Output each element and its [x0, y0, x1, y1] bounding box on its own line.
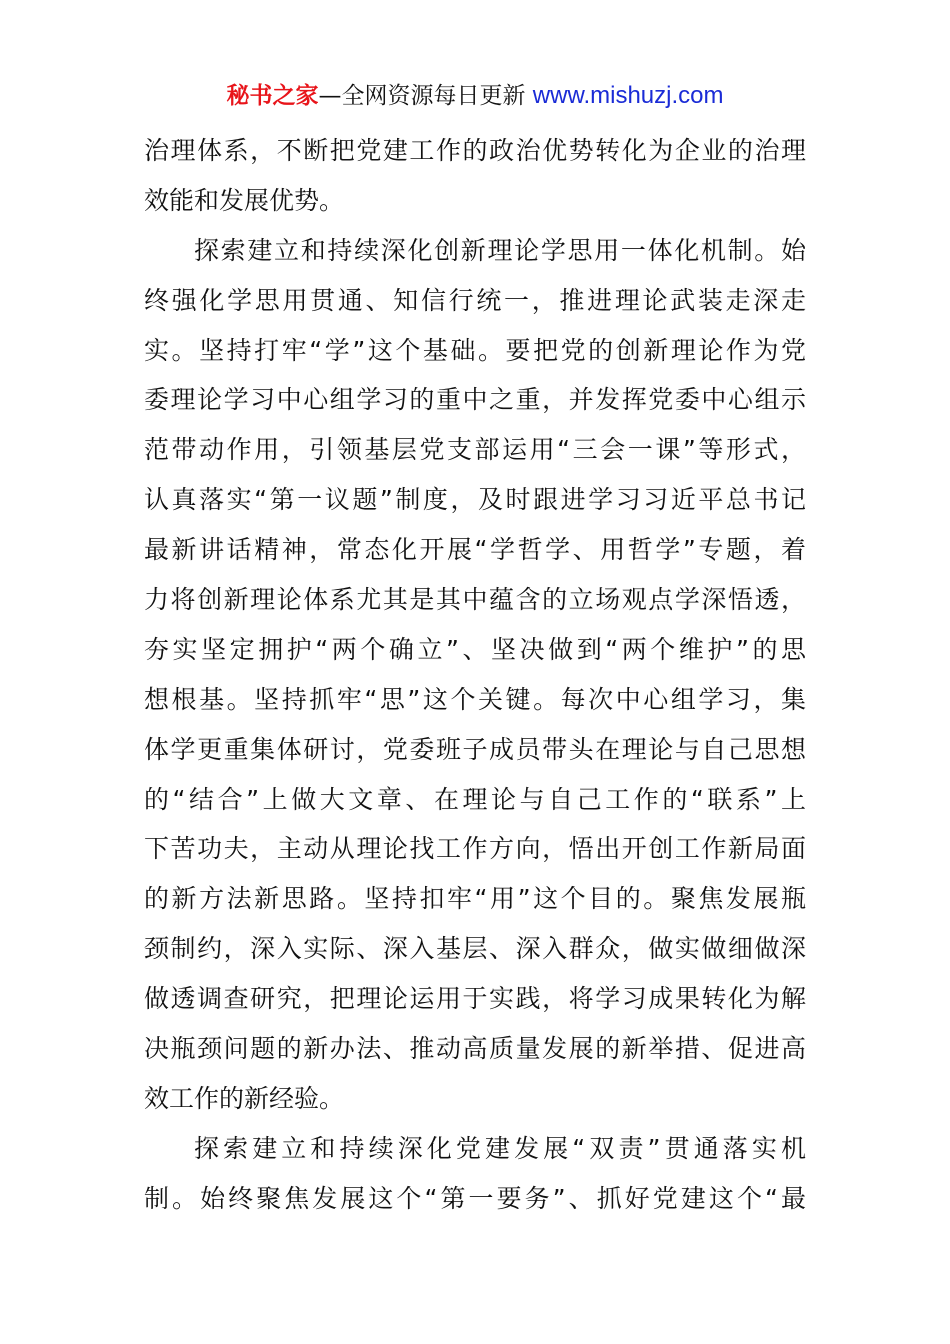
text-line: 探索建立和持续深化创新理论学思用一体化机制。始	[194, 235, 806, 265]
text-line: 范带动作用，引领基层党支部运用“三会一课”等形式，	[144, 435, 806, 465]
text-line: 效工作的新经验。	[144, 1083, 345, 1113]
text-line: 委理论学习中心组学习的重中之重，并发挥党委中心组示	[144, 385, 806, 415]
text-line: 力将创新理论体系尤其是其中蕴含的立场观点学深悟透，	[144, 585, 806, 615]
site-header	[0, 80, 950, 112]
text-line: 治理体系，不断把党建工作的政治优势转化为企业的治理	[144, 136, 806, 165]
site-brand: 秘书之家	[226, 83, 319, 109]
text-line: 实。坚持打牢“学”这个基础。要把党的创新理论作为党	[144, 335, 806, 365]
text-line: 探索建立和持续深化党建发展“双责”贯通落实机	[194, 1133, 806, 1163]
text-line: 制。始终聚焦发展这个“第一要务”、抓好党建这个“最	[144, 1183, 806, 1213]
text-line: 最新讲话精神，常态化开展“学哲学、用哲学”专题，着	[144, 535, 806, 565]
text-line: 想根基。坚持抓牢“思”这个关键。每次中心组学习，集	[144, 684, 806, 714]
site-url[interactable]: www.mishuzj.com	[532, 82, 724, 109]
text-line: 下苦功夫，主动从理论找工作方向，悟出开创工作新局面	[144, 834, 806, 864]
text-line: 的新方法新思路。坚持扣牢“用”这个目的。聚焦发展瓶	[144, 884, 806, 914]
text-line: 决瓶颈问题的新办法、推动高质量发展的新举措、促进高	[144, 1034, 806, 1064]
site-tagline: —全网资源每日更新	[318, 83, 533, 109]
text-line: 做透调查研究，把理论运用于实践，将学习成果转化为解	[144, 984, 806, 1014]
text-line: 颈制约，深入实际、深入基层、深入群众，做实做细做深	[144, 934, 806, 964]
text-line: 的“结合”上做大文章、在理论与自己工作的“联系”上	[144, 784, 806, 814]
text-line: 终强化学思用贯通、知信行统一，推进理论武装走深走	[144, 285, 806, 315]
text-line: 认真落实“第一议题”制度，及时跟进学习习近平总书记	[144, 485, 806, 515]
document-body	[144, 126, 806, 1224]
text-line: 效能和发展优势。	[144, 185, 345, 215]
text-line: 体学更重集体研讨，党委班子成员带头在理论与自己思想	[144, 734, 806, 764]
text-line: 夯实坚定拥护“两个确立”、坚决做到“两个维护”的思	[144, 634, 806, 664]
